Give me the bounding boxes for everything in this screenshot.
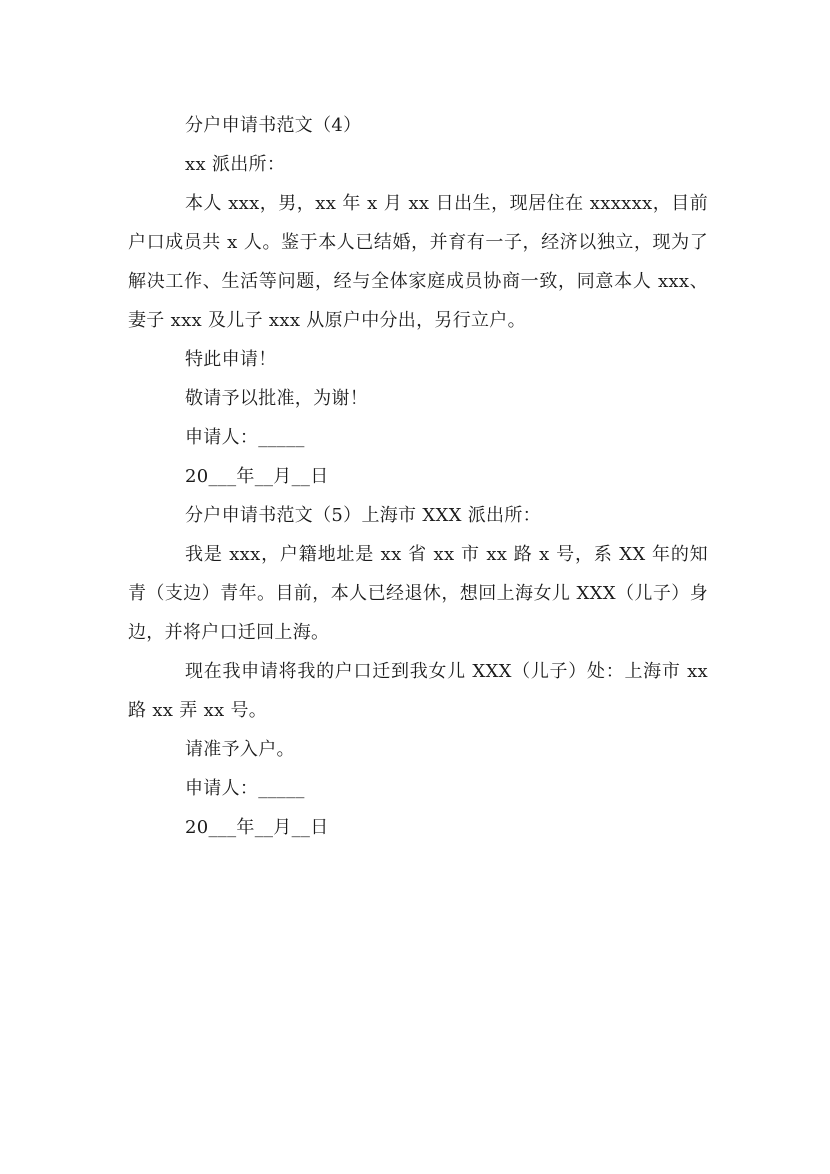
- date-line: 20___年__月__日: [185, 817, 329, 838]
- body-paragraph: 现在我申请将我的户口迁到我女儿 XXX（儿子）处：上海市 xx 路 xx 弄 xx 号。: [128, 661, 708, 721]
- document-body: [128, 106, 708, 847]
- closing-line: 特此申请！: [185, 349, 277, 370]
- applicant-signature-line: 申请人：_____: [185, 427, 305, 448]
- date-line: 20___年__月__日: [185, 466, 329, 487]
- closing-line: 请准予入户。: [185, 739, 295, 760]
- body-paragraph: 我是 xxx，户籍地址是 xx 省 xx 市 xx 路 x 号，系 XX 年的知青（支边）青年。目前，本人已经退休，想回上海女儿 XXX（儿子）身边，并将户口迁回上海。: [128, 544, 708, 643]
- section-title-4: 分户申请书范文（4）: [185, 115, 362, 136]
- applicant-signature-line: 申请人：_____: [185, 778, 305, 799]
- closing-request-line: 敬请予以批准，为谢！: [185, 388, 368, 409]
- recipient-line: xx 派出所：: [185, 154, 286, 175]
- body-paragraph: 本人 xxx，男，xx 年 x 月 xx 日出生，现居住在 xxxxxx，目前户口成员共 x 人。鉴于本人已结婚，并育有一子，经济以独立，现为了解决工作、生活等问题，经与全体家庭成员协商一致，同意本人 xxx、妻子 xxx 及儿子 xxx 从原户中分出，另行立户。: [128, 193, 708, 331]
- section-title-5: 分户申请书范文（5）上海市 XXX 派出所：: [185, 505, 541, 526]
